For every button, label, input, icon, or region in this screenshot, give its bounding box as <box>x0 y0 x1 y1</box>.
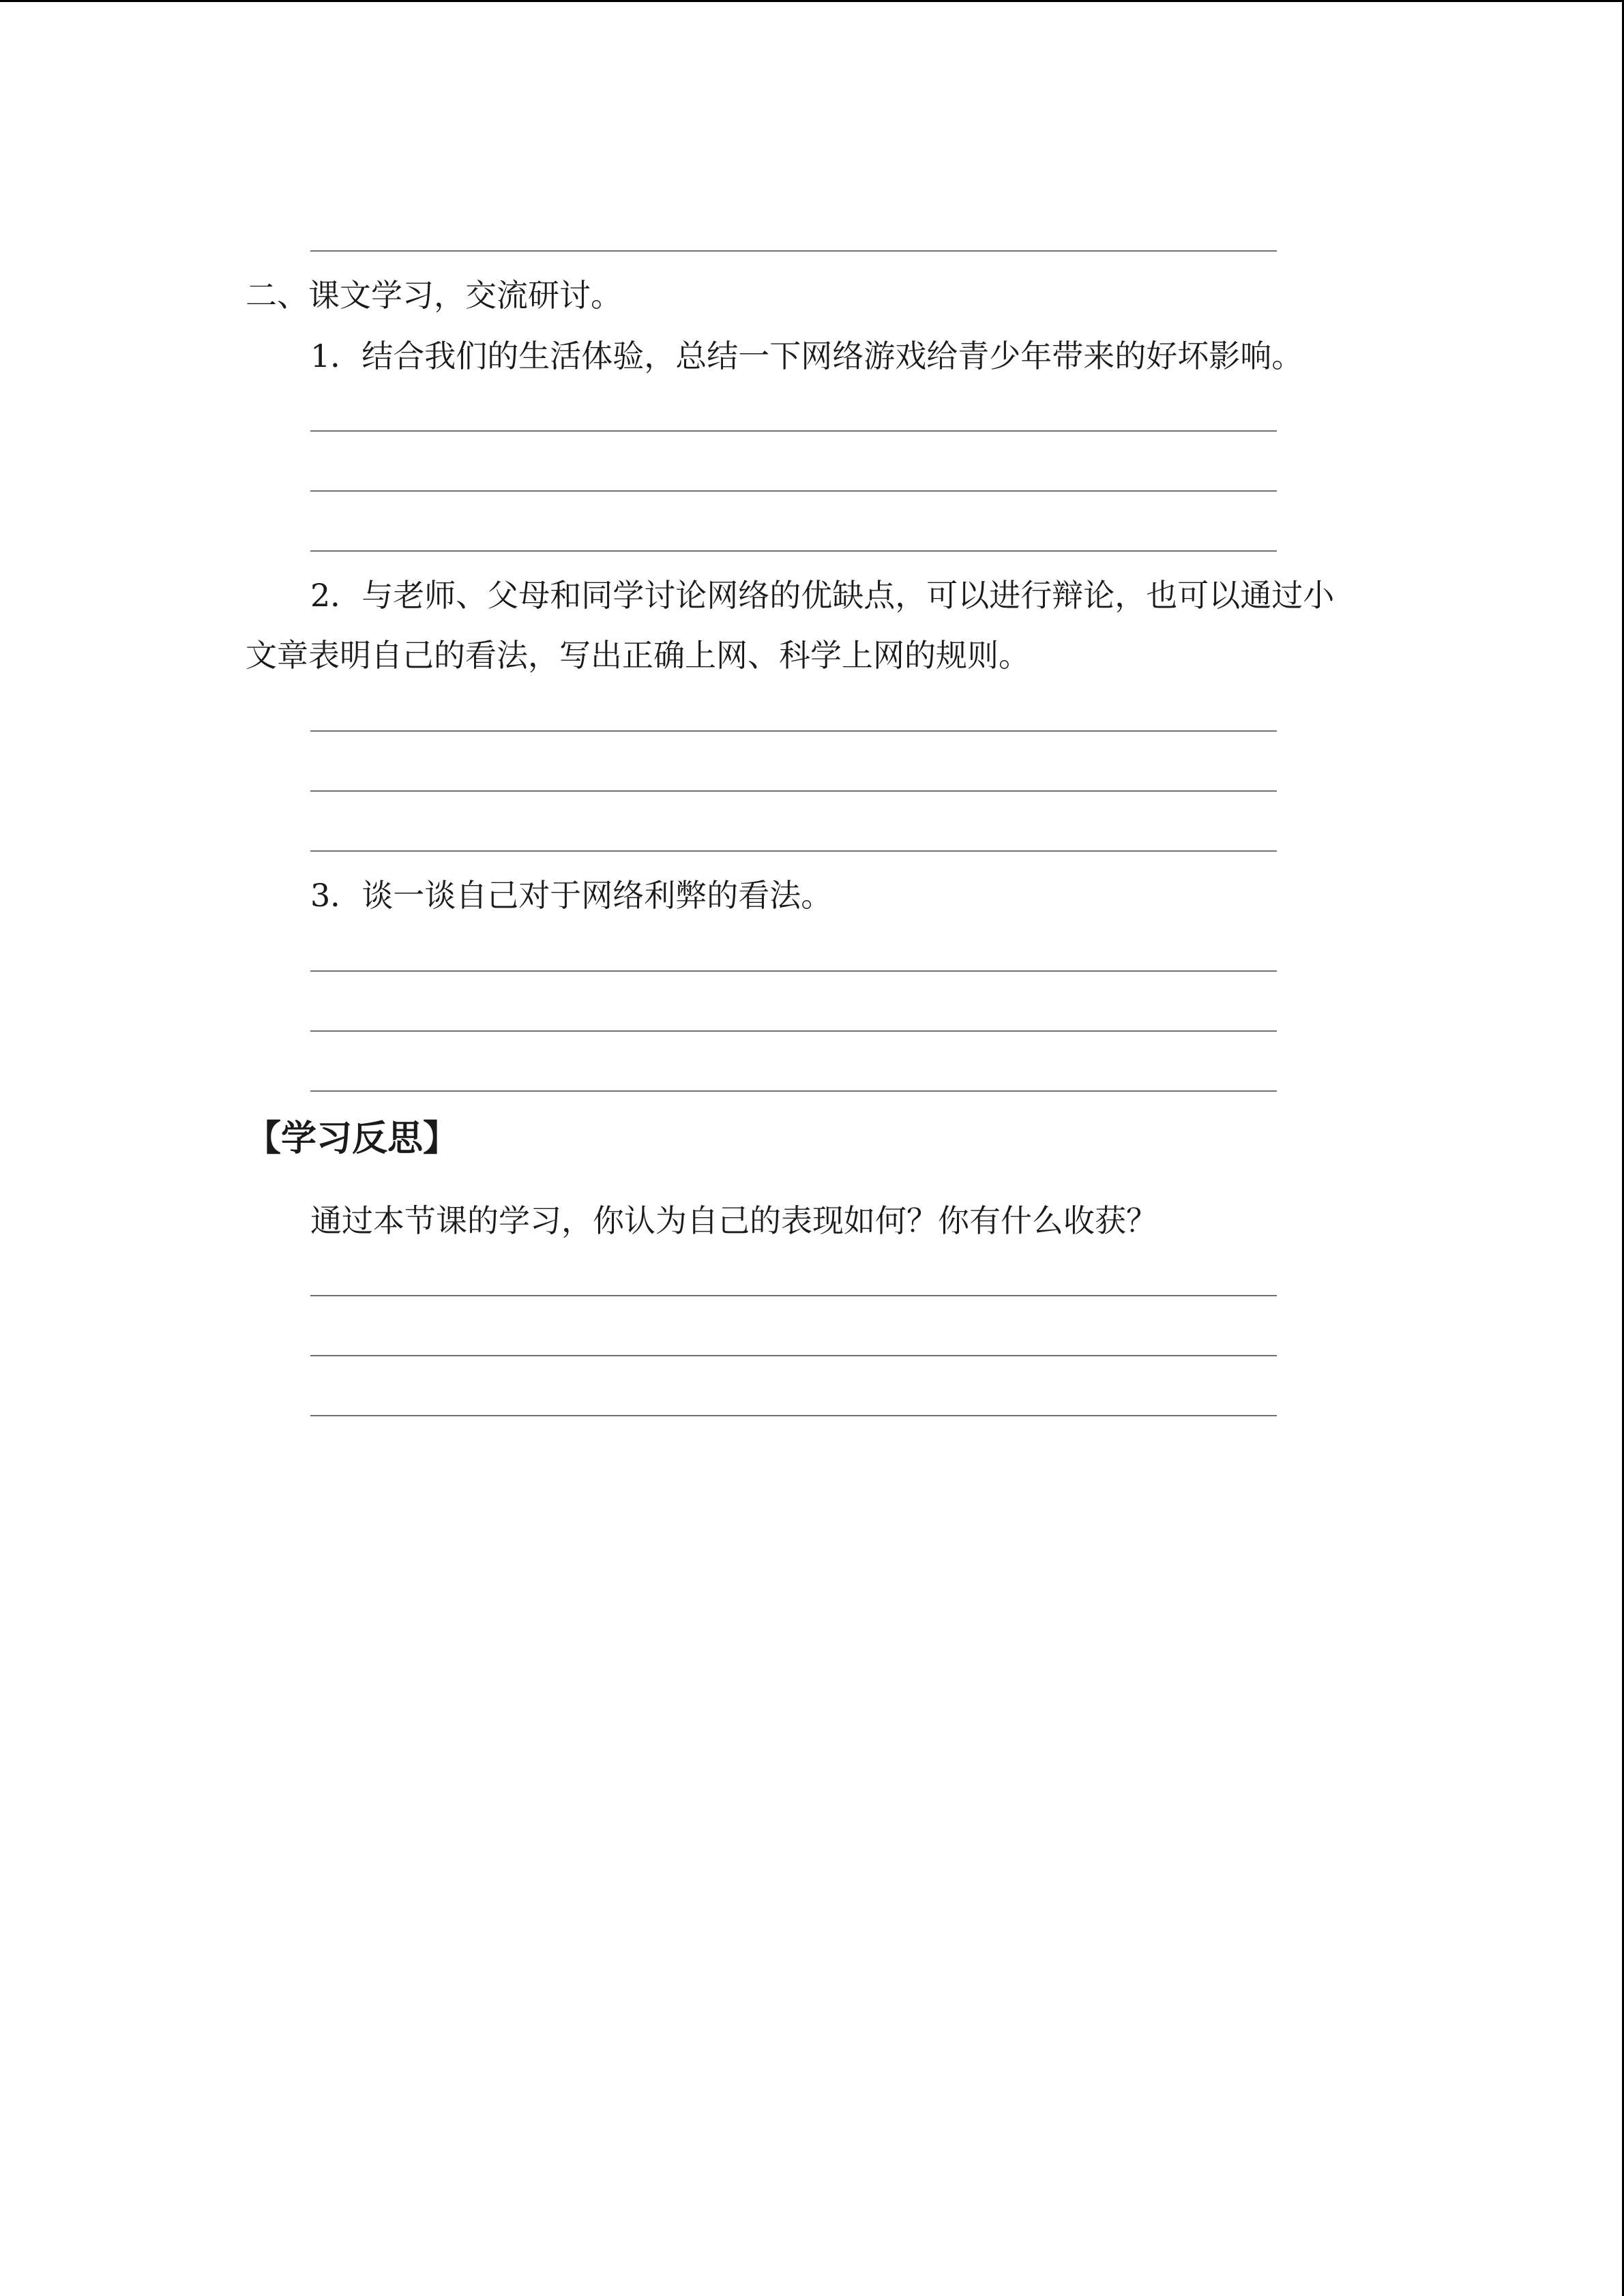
answer-line-q2-1[interactable] <box>310 730 1277 732</box>
answer-line-q1-3[interactable] <box>310 550 1277 552</box>
answer-line-q3-3[interactable] <box>310 1090 1277 1092</box>
question-2-line-2: 文章表明自己的看法，写出正确上网、科学上网的规则。 <box>246 637 1030 674</box>
section-title: 二、课文学习，交流研讨。 <box>246 277 622 314</box>
answer-line-q2-3[interactable] <box>310 850 1277 852</box>
answer-line[interactable] <box>310 250 1277 252</box>
answer-line-reflection-2[interactable] <box>310 1355 1277 1356</box>
answer-line-q3-1[interactable] <box>310 970 1277 972</box>
answer-line-q1-1[interactable] <box>310 430 1277 432</box>
question-3: 3．谈一谈自己对于网络利弊的看法。 <box>310 877 833 914</box>
page-top-border <box>0 0 1624 2</box>
question-2-line-1: 2．与老师、父母和同学讨论网络的优缺点，可以进行辩论，也可以通过小 <box>310 577 1335 614</box>
answer-line-q1-2[interactable] <box>310 490 1277 492</box>
answer-line-q3-2[interactable] <box>310 1030 1277 1032</box>
answer-line-reflection-3[interactable] <box>310 1415 1277 1416</box>
answer-line-reflection-1[interactable] <box>310 1295 1277 1296</box>
question-1: 1．结合我们的生活体验，总结一下网络游戏给青少年带来的好坏影响。 <box>310 338 1303 374</box>
reflection-heading: 【学习反思】 <box>246 1118 459 1159</box>
reflection-prompt: 通过本节课的学习，你认为自己的表现如何？你有什么收获？ <box>310 1202 1157 1239</box>
answer-line-q2-2[interactable] <box>310 790 1277 792</box>
